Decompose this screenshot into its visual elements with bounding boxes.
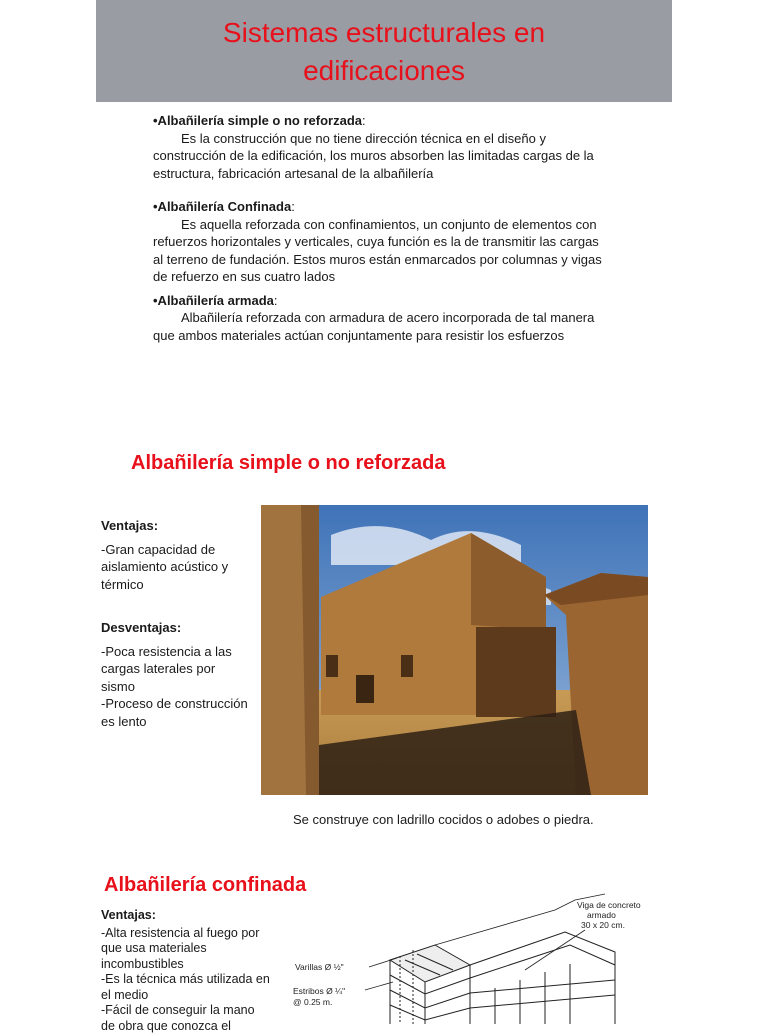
intro-list — [153, 112, 608, 344]
intro-item-text: Es la construcción que no tiene dirección técnica en el diseño y construcción de la edificación, los muros absorben las limitadas cargas de la estructura, fabricación artesanal de la albañilería — [153, 130, 594, 181]
rebar-label: Varillas Ø ½" — [295, 962, 344, 972]
disadvantage-item: -Poca resistencia a las cargas laterales por sismo — [101, 643, 232, 694]
beam-label-line-1: Viga de concreto — [577, 900, 641, 910]
adobe-building-photo — [261, 505, 648, 795]
intro-item-text: Albañilería reforzada con armadura de acero incorporada de tal manera que ambos materiales actúan conjuntamente para resistir los esfuerzos — [153, 310, 595, 343]
stirrups-label-line-2: @ 0.25 m. — [293, 997, 333, 1007]
stirrups-label-line-1: Estribos Ø ¼" — [293, 986, 346, 996]
intro-item-armada: •Albañilería armada: Albañilería reforzada con armadura de acero incorporada de tal manera que ambos materiales actúan conjuntamente para resistir los esfuerzos — [153, 292, 608, 345]
intro-item-confinada: •Albañilería Confinada: Es aquella reforzada con confinamientos, un conjunto de elementos con refuerzos horizontales y verticales, cuya función es la de transmitir las cargas al terreno de fundación. Estos muros están enmarcados por columnas y vigas de refuerzo en sus cuatro lados — [153, 198, 608, 286]
confinada-advantages — [101, 908, 271, 1034]
page-title-line-1: Sistemas estructurales en — [222, 17, 546, 48]
title-banner — [96, 0, 672, 102]
section-title-simple: Albañilería simple o no reforzada — [131, 452, 446, 474]
intro-item-title: •Albañilería simple o no reforzada — [153, 113, 362, 128]
advantage-item: -Fácil de conseguir la mano de obra que conozca el — [101, 1003, 255, 1033]
page-title — [96, 0, 672, 90]
beam-label-line-2: armado — [587, 910, 616, 920]
intro-item-title: •Albañilería armada — [153, 292, 274, 308]
page-title-line-2: edificaciones — [303, 55, 465, 86]
advantage-item: -Es la técnica más utilizada en el medio — [101, 972, 270, 1002]
confined-masonry-diagram — [285, 890, 685, 1024]
section-title-confinada: Albañilería confinada — [104, 874, 307, 896]
beam-label-line-3: 30 x 20 cm. — [581, 920, 625, 930]
disadvantage-item: -Proceso de construcción es lento — [101, 696, 248, 729]
advantages-label: Ventajas: — [101, 518, 159, 533]
advantage-item: -Alta resistencia al fuego por que usa materiales incombustibles — [101, 925, 260, 971]
intro-item-text: Es aquella reforzada con confinamientos, un conjunto de elementos con refuerzos horizontales y verticales, cuya función es la de transmitir las cargas al terreno de fundación. Estos muros están enmarcados por columnas y vigas de refuerzo en sus cuatro lados — [153, 216, 602, 284]
simple-pros-cons — [101, 517, 251, 730]
photo-caption: Se construye con ladrillo cocidos o adobes o piedra. — [293, 812, 594, 827]
advantage-item: -Gran capacidad de aislamiento acústico y térmico — [101, 541, 229, 592]
intro-item-title: •Albañilería Confinada — [153, 199, 292, 214]
advantages-label: Ventajas: — [101, 908, 156, 922]
intro-item-simple: •Albañilería simple o no reforzada: Es la construcción que no tiene dirección técnica en el diseño y construcción de la edificación, los muros absorben las limitadas cargas de la estructura, fabricación artesanal de la albañilería — [153, 112, 608, 182]
disadvantages-label: Desventajas: — [101, 620, 182, 635]
